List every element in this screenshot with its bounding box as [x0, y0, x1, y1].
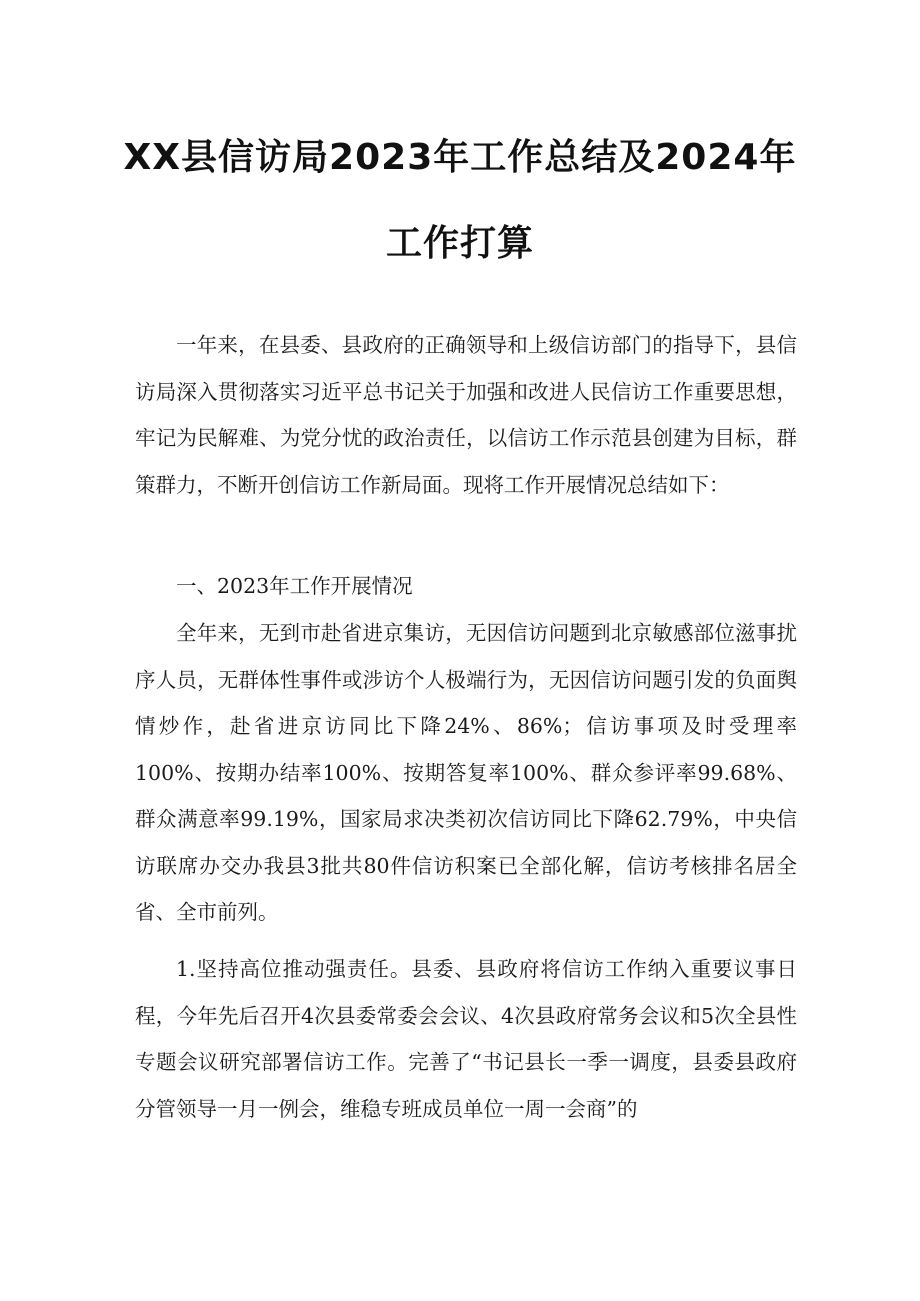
document-title-line-2: 工作打算 [385, 223, 534, 264]
document-title-line-1: XX县信访局2023年工作总结及2024年 [123, 137, 797, 178]
summary-paragraph: 全年来，无到市赴省进京集访，无因信访问题到北京敏感部位滋事扰序人员，无群体性事件或涉访个人极端行为，无因信访问题引发的负面舆情炒作，赴省进京访同比下降24%、86%；信访事项及时受理率100%、按期办结率100%、按期答复率100%、群众参评率99.68%、群众满意率99.19%，国家局求决类初次信访同比下降62.79%，中央信访联席办交办我县3批共80件信访积案已全部化解，信访考核排名居全省、全市前列。 [135, 621, 797, 924]
section-heading: 一、2023年工作开展情况 [176, 574, 413, 598]
intro-paragraph: 一年来，在县委、县政府的正确领导和上级信访部门的指导下，县信访局深入贯彻落实习近平总书记关于加强和改进人民信访工作重要思想，牢记为民解难、为党分忧的政治责任，以信访工作示范县创建为目标，群策群力，不断开创信访工作新局面。现将工作开展情况总结如下： [135, 333, 797, 497]
item-1-paragraph: 1.坚持高位推动强责任。县委、县政府将信访工作纳入重要议事日程，今年先后召开4次县委常委会会议、4次县政府常务会议和5次全县性专题会议研究部署信访工作。完善了“书记县长一季一调度，县委县政府分管领导一月一例会，维稳专班成员单位一周一会商”的 [135, 957, 797, 1121]
